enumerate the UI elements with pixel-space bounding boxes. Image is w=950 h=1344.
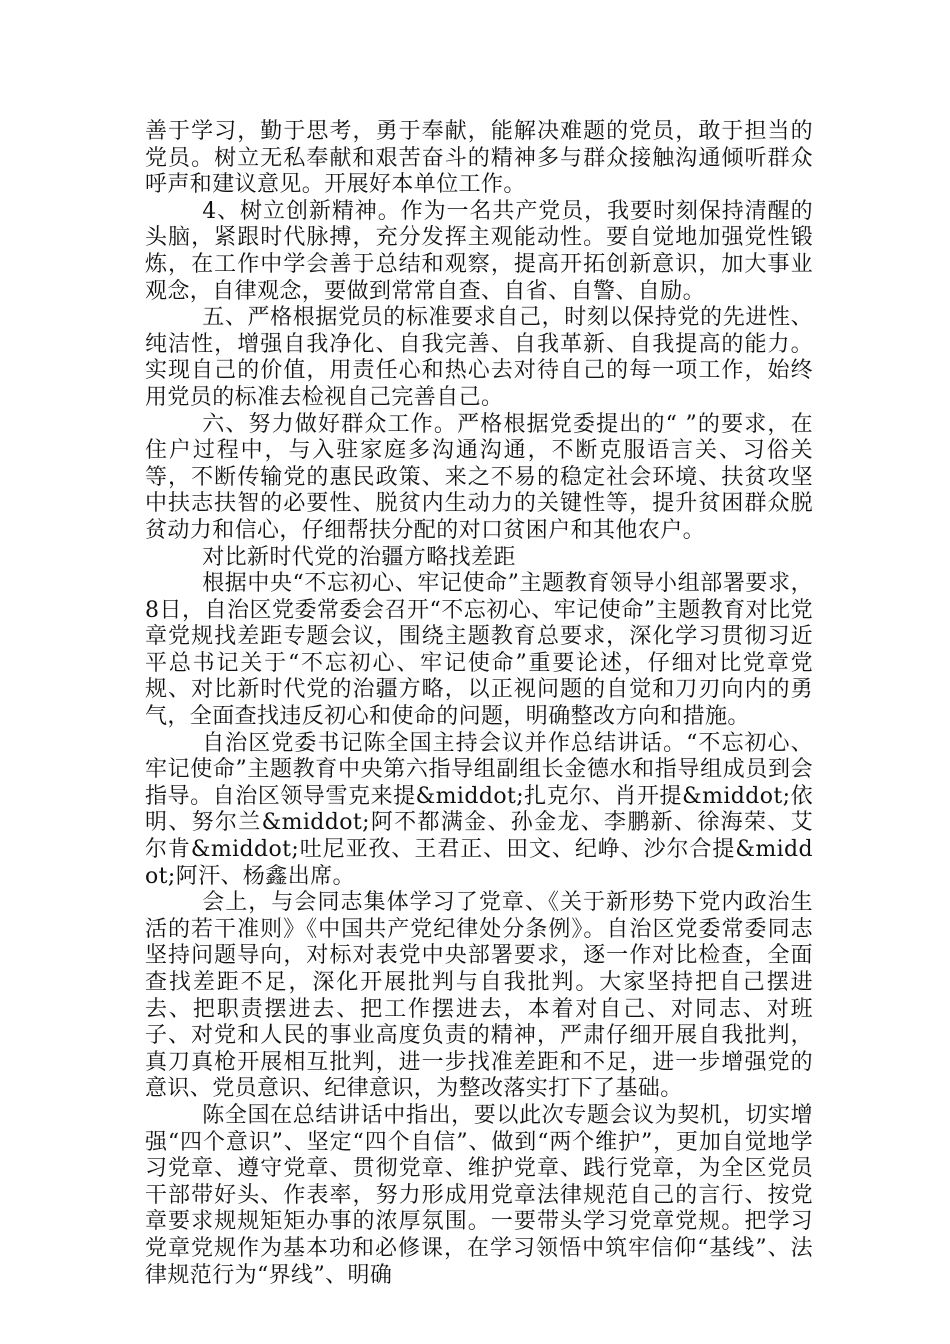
paragraph-continuation: 善于学习，勤于思考，勇于奉献，能解决难题的党员，敢于担当的党员。树立无私奉献和艰苦奋斗的精神多与群众接触沟通倾听群众呼声和建议意见。开展好本单位工作。 bbox=[145, 119, 813, 198]
paragraph-innovation-spirit: 4、树立创新精神。作为一名共产党员，我要时刻保持清醒的头脑，紧跟时代脉搏，充分发挥主观能动性。要自觉地加强党性锻炼，在工作中学会善于总结和观察，提高开拓创新意识，加大事业观念，自律观念，要做到常常自查、自省、自警、自励。 bbox=[145, 198, 813, 304]
section-heading: 对比新时代党的治疆方略找差距 bbox=[202, 544, 516, 570]
paragraph-mass-work: 六、努力做好群众工作。严格根据党委提出的“ ”的要求，在住户过程中，与入驻家庭多沟通沟通，不断克服语言关、习俗关等，不断传输党的惠民政策、来之不易的稳定社会环境、扶贫攻坚中扶志扶智的必要性、脱贫内生动力的关键性等，提升贫困群众脱贫动力和信心，仔细帮扶分配的对口贫困户和其他农户。 bbox=[145, 411, 813, 543]
paragraph-party-standards: 五、严格根据党员的标准要求自己，时刻以保持党的先进性、纯洁性，增强自我净化、自我完善、自我革新、自我提高的能力。实现自己的价值，用责任心和热心去对待自己的每一项工作，始终用党员的标准去检视自己完善自己。 bbox=[145, 305, 813, 410]
paragraph-meeting-study: 会上，与会同志集体学习了党章、《关于新形势下党内政治生活的若干准则》《中国共产党纪律处分条例》。自治区党委常委同志坚持问题导向，对标对表党中央部署要求，逐一作对比检查，全面查找差距不足，深化开展批判与自我批判。大家坚持把自己摆进去、把职责摆进去、把工作摆进去，本着对自己、对同志、对班子、对党和人民的事业高度负责的精神，严肃仔细开展自我批判，真刀真枪开展相互批判，进一步找准差距和不足，进一步增强党的意识、党员意识、纪律意识，为整改落实打下了基础。 bbox=[145, 890, 813, 1102]
paragraph-meeting-intro: 根据中央“不忘初心、牢记使命”主题教育领导小组部署要求，8日，自治区党委常委会召开“不忘初心、牢记使命”主题教育对比党章党规找差距专题会议，围绕主题教育总要求，深化学习贯彻习近平总书记关于“不忘初心、牢记使命”重要论述，仔细对比党章党规、对比新时代党的治疆方略，以正视问题的自觉和刀刃向内的勇气，全面查找违反初心和使命的问题，明确整改方向和措施。 bbox=[145, 571, 813, 730]
document-page bbox=[145, 119, 813, 1289]
paragraph-summary-speech: 陈全国在总结讲话中指出，要以此次专题会议为契机，切实增强“四个意识”、坚定“四个自信”、做到“两个维护”，更加自觉地学习党章、遵守党章、贯彻党章、维护党章、践行党章，为全区党员干部带好头、作表率，努力形成用党章法律规范自己的言行、按党章要求规规矩矩办事的浓厚氛围。一要带头学习党章党规。把学习党章党规作为基本功和必修课，在学习领悟中筑牢信仰“基线”、法律规范行为“界线”、明确 bbox=[145, 1102, 813, 1288]
paragraph-attendees: 自治区党委书记陈全国主持会议并作总结讲话。“不忘初心、牢记使命”主题教育中央第六指导组副组长金德水和指导组成员到会指导。自治区领导雪克来提&middot;扎克尔、肖开提&middot;依明、努尔兰&middot;阿不都满金、孙金龙、李鹏新、徐海荣、艾尔肯&middot;吐尼亚孜、王君正、田文、纪峥、沙尔合提&middot;阿汗、杨鑫出席。 bbox=[145, 730, 813, 889]
